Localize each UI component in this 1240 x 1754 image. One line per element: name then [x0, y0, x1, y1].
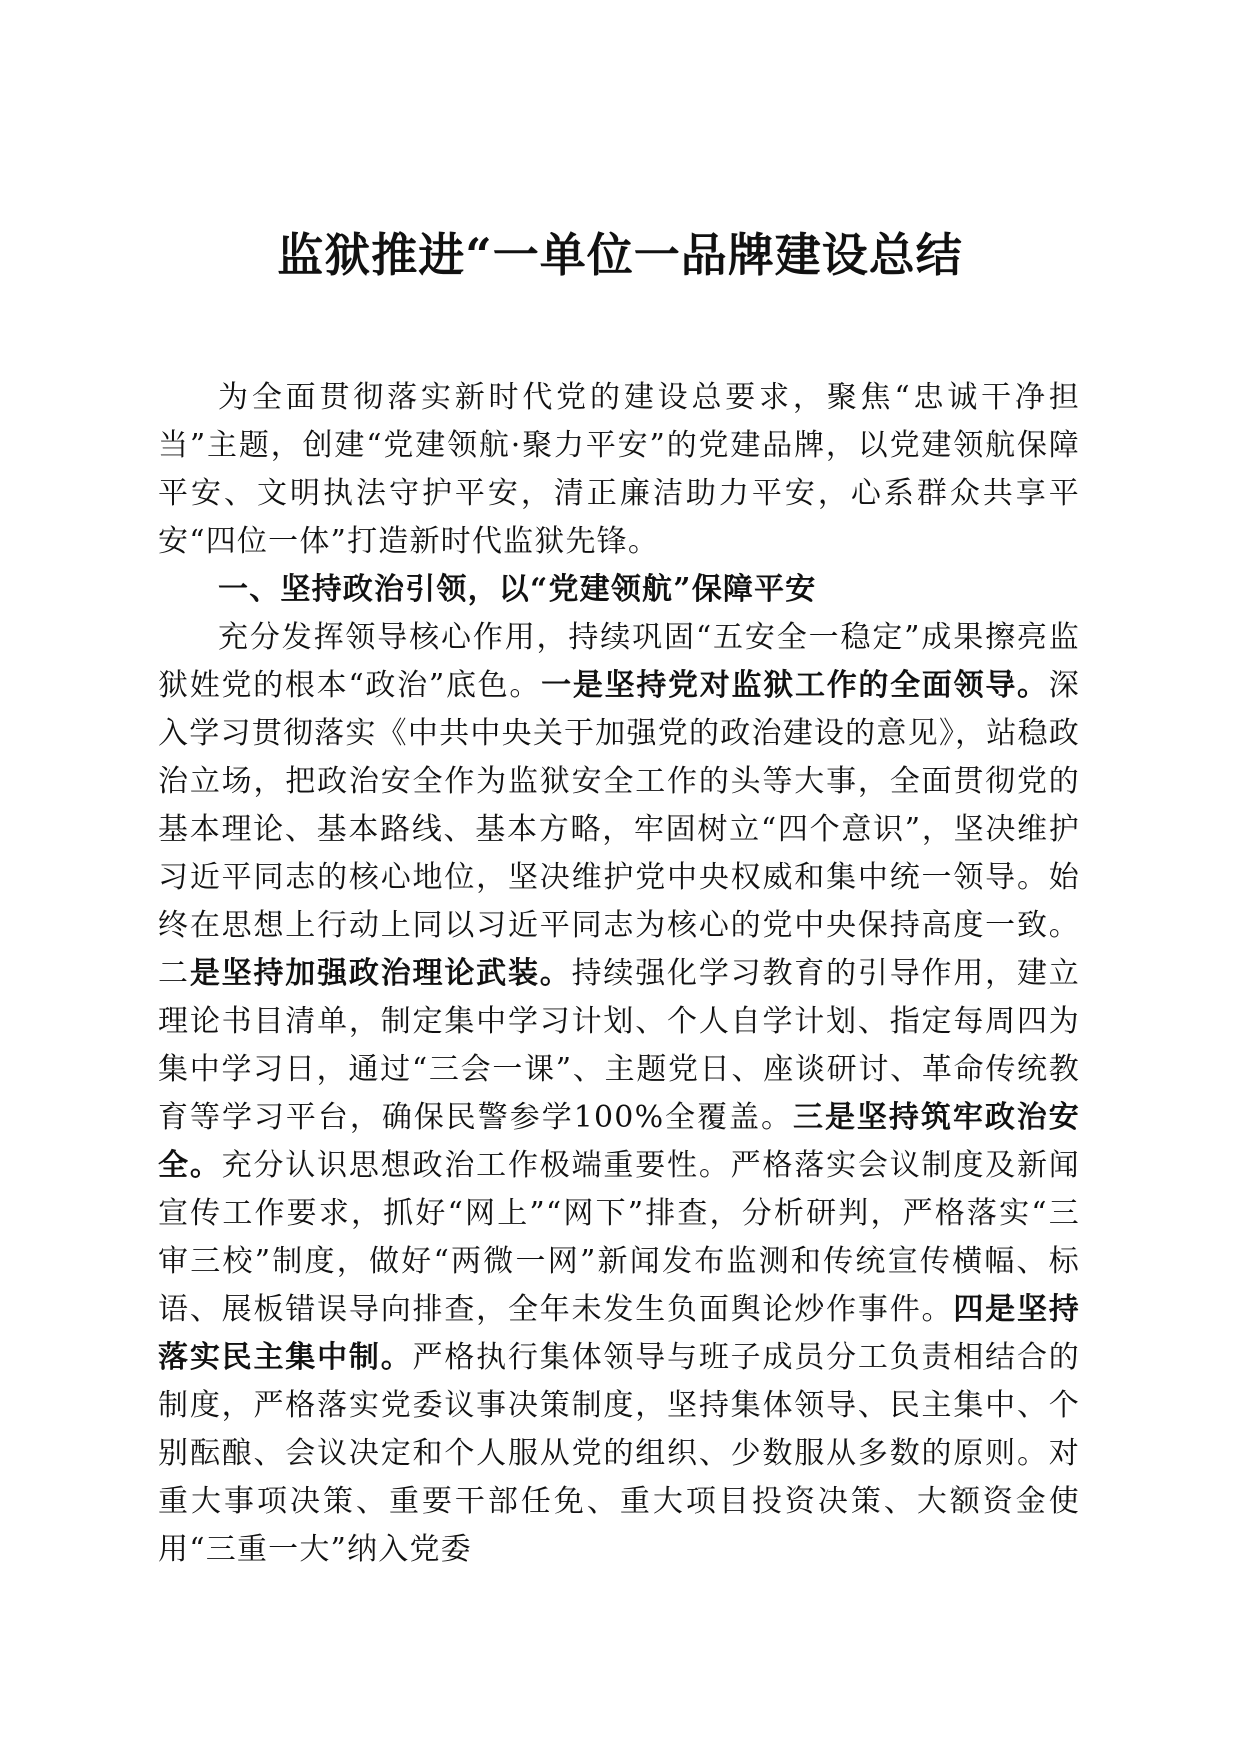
document-body	[158, 374, 1080, 1574]
intro-paragraph: 为全面贯彻落实新时代党的建设总要求，聚焦“忠诚干净担当”主题，创建“党建领航·聚力平安”的党建品牌，以党建领航保障平安、文明执法守护平安，清正廉洁助力平安，心系群众共享平安“四位一体”打造新时代监狱先锋。	[158, 380, 1080, 559]
point-2-title: 是坚持加强政治理论武装。	[189, 956, 572, 991]
point-1-title: 一是坚持党对监狱工作的全面领导。	[541, 668, 1049, 703]
point-4-title: 四是坚持落实民主集中制。	[158, 1292, 1081, 1375]
point-4-text: 严格执行集体领导与班子成员分工负责相结合的制度，严格落实党委议事决策制度，坚持集体领导、民主集中、个别酝酿、会议决定和个人服从党的组织、少数服从多数的原则。对重大事项决策、重要干部任免、重大项目投资决策、大额资金使用“三重一大”纳入党委	[158, 1340, 1080, 1567]
section-heading: 一、坚持政治引领，以“党建领航”保障平安	[218, 572, 817, 607]
point-3-title: 三是坚持筑牢政治安全。	[158, 1100, 1080, 1183]
section-lead: 充分发挥领导核心作用，持续巩固“五安全一稳定”成果擦亮监狱姓党的根本“政治”底色。	[158, 620, 1080, 703]
document-title: 监狱推进“一单位一品牌建设总结	[277, 228, 963, 282]
point-2-text: 持续强化学习教育的引导作用，建立理论书目清单，制定集中学习计划、个人自学计划、指定每周四为集中学习日，通过“三会一课”、主题党日、座谈研讨、革命传统教育等学习平台，确保民警参学100%全覆盖。	[158, 956, 1081, 1135]
section-paragraph	[158, 614, 1080, 1574]
point-3-text: 充分认识思想政治工作极端重要性。严格落实会议制度及新闻宣传工作要求，抓好“网上”“网下”排查，分析研判，严格落实“三审三校”制度，做好“两微一网”新闻发布监测和传统宣传横幅、标语、展板错误导向排查，全年未发生负面舆论炒作事件。	[158, 1148, 1080, 1327]
point-1-text: 深入学习贯彻落实《中共中央关于加强党的政治建设的意见》，站稳政治立场，把政治安全作为监狱安全工作的头等大事，全面贯彻党的基本理论、基本路线、基本方略，牢固树立“四个意识”，坚决维护习近平同志的核心地位，坚决维护党中央权威和集中统一领导。始终在思想上行动上同以习近平同志为核心的党中央保持高度一致。二	[158, 668, 1080, 991]
